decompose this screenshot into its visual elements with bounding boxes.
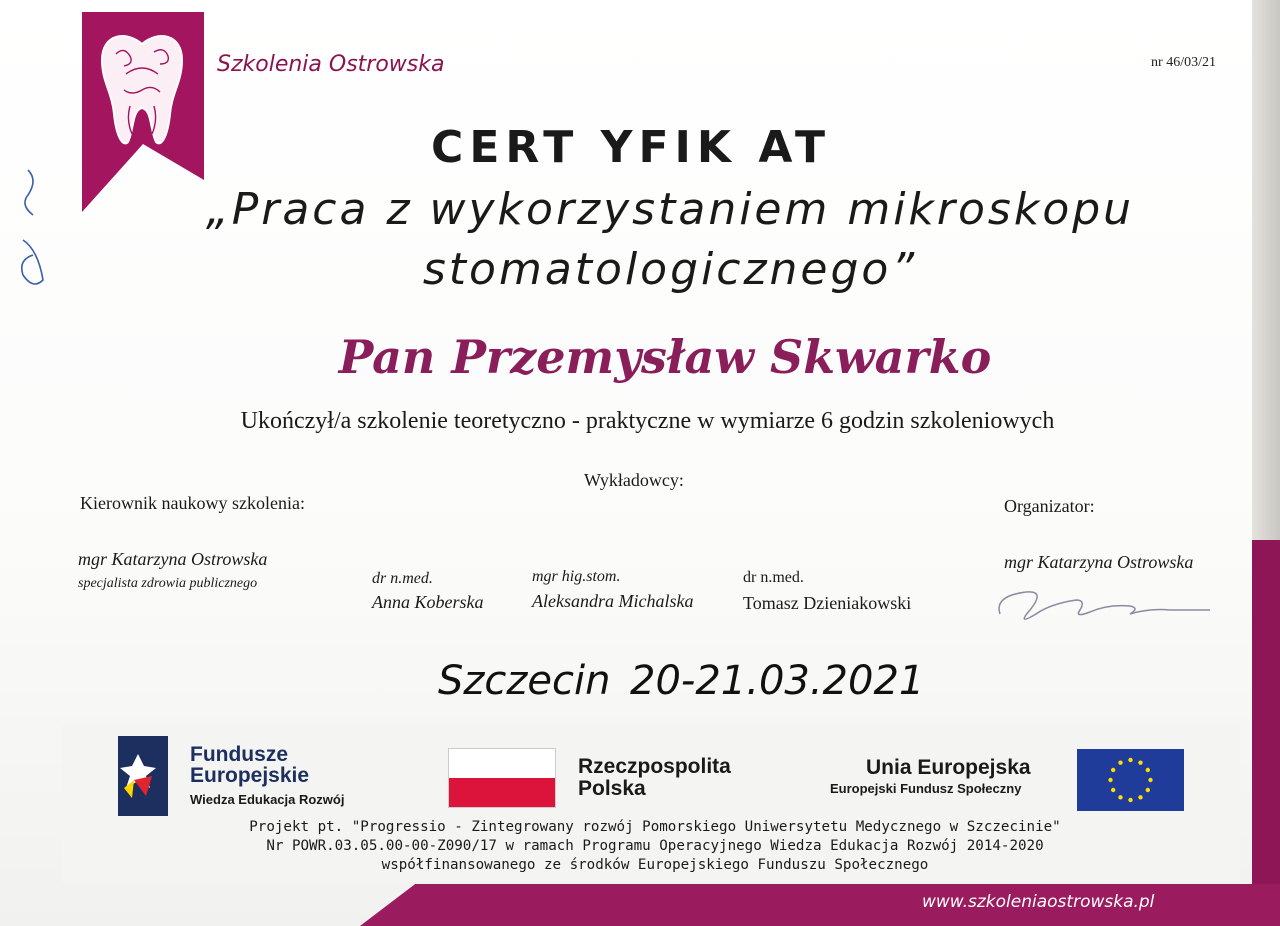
polish-flag-icon xyxy=(448,748,556,808)
eu-flag-icon xyxy=(1077,749,1184,811)
lecturer-degree: dr n.med. xyxy=(372,570,433,587)
lecturer-name: Tomasz Dzieniakowski xyxy=(743,593,912,613)
fe-title-line2: Europejskie xyxy=(190,764,310,787)
rp-line1: Rzeczpospolita xyxy=(578,755,731,778)
scientific-head-title: specjalista zdrowia publicznego xyxy=(78,576,258,591)
unia-europejska-subtitle: Europejski Fundusz Społeczny xyxy=(830,781,1022,796)
right-ribbon-decoration xyxy=(1252,540,1280,926)
scientific-head-label: Kierownik naukowy szkolenia: xyxy=(80,493,305,513)
completion-text: Ukończył/a szkolenie teoretyczno - praktyczne w wymiarze 6 godzin szkoleniowych xyxy=(240,408,1055,434)
fe-title-line1: Fundusze xyxy=(190,743,288,766)
course-title-line2: stomatologicznego” xyxy=(422,244,918,295)
organizer-label: Organizator: xyxy=(1004,496,1095,516)
eu-star-icon xyxy=(1118,760,1122,764)
lecturers-label: Wykładowcy: xyxy=(584,470,684,490)
eu-star-icon xyxy=(1138,795,1142,799)
project-line1: Projekt pt. "Progressio - Zintegrowany rozwój Pomorskiego Uniwersytetu Medycznego w Szczecinie" xyxy=(249,819,1061,835)
project-description xyxy=(100,818,1210,875)
eu-star-icon xyxy=(1111,768,1115,772)
website-link[interactable]: www.szkoleniaostrowska.pl xyxy=(922,892,1155,912)
eu-star-icon xyxy=(1111,788,1115,792)
eu-star-icon xyxy=(1108,778,1112,782)
eu-star-icon xyxy=(1146,788,1150,792)
rp-line2: Polska xyxy=(578,777,646,800)
eu-star-icon xyxy=(1146,768,1150,772)
lecturer-degree: dr n.med. xyxy=(743,569,804,586)
brand-name: Szkolenia Ostrowska xyxy=(217,52,445,77)
certificate-number: nr 46/03/21 xyxy=(1151,55,1216,70)
fundusze-europejskie-subtitle: Wiedza Edukacja Rozwój xyxy=(190,792,345,807)
lecturer-name: Aleksandra Michalska xyxy=(532,591,694,611)
lecturer-name: Anna Koberska xyxy=(372,592,484,612)
margin-scribble-icon xyxy=(8,150,68,310)
organizer-signature xyxy=(990,574,1220,634)
course-title xyxy=(160,180,1180,300)
scientific-head-name: mgr Katarzyna Ostrowska xyxy=(78,549,268,569)
rzeczpospolita-polska-label xyxy=(578,756,731,800)
project-line3: współfinansowanego ze środków Europejskiego Funduszu Społecznego xyxy=(381,857,929,873)
fundusze-europejskie-title xyxy=(190,744,309,786)
fundusze-europejskie-logo-icon xyxy=(118,736,168,816)
eu-star-icon xyxy=(1138,760,1142,764)
eu-star-icon xyxy=(1118,795,1122,799)
organizer-name: mgr Katarzyna Ostrowska xyxy=(1004,552,1194,572)
eu-star-icon xyxy=(1128,758,1132,762)
project-line2: Nr POWR.03.05.00-00-Z090/17 w ramach Programu Operacyjnego Wiedza Edukacja Rozwój 2014-2020 xyxy=(266,838,1044,854)
event-date: 20-21.03.2021 xyxy=(630,658,925,704)
eu-star-icon xyxy=(1148,778,1152,782)
unia-europejska-title: Unia Europejska xyxy=(866,756,1031,779)
course-title-line1: „Praca z wykorzystaniem mikroskopu xyxy=(205,184,1135,235)
eu-star-icon xyxy=(1128,798,1132,802)
lecturer-degree: mgr hig.stom. xyxy=(532,568,621,585)
recipient-name: Pan Przemysław Skwarko xyxy=(338,330,992,384)
certificate-title: CERT YFIK AT xyxy=(431,122,831,173)
event-city: Szczecin xyxy=(438,658,611,704)
